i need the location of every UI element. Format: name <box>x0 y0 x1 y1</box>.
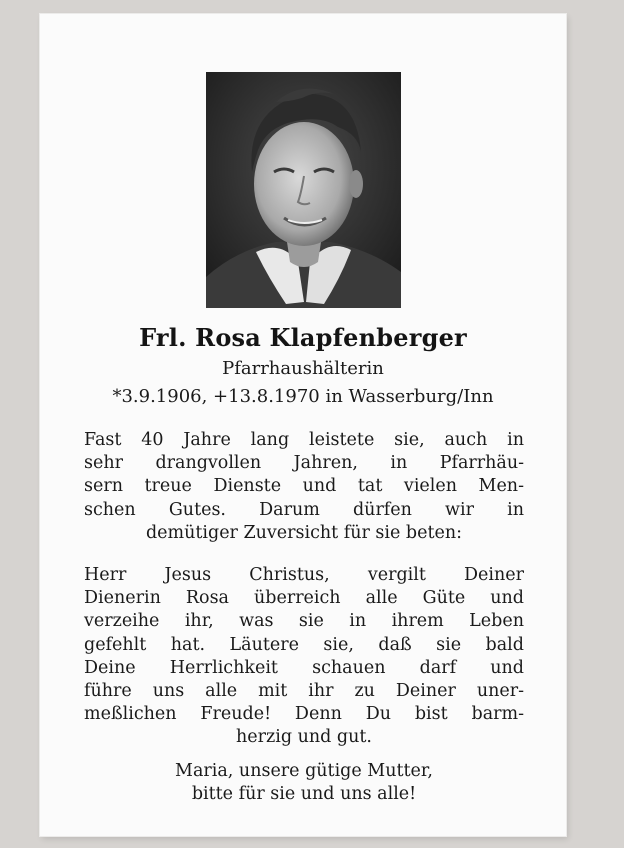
text-line: verzeihe ihr, was sie in ihrem Leben <box>84 611 524 632</box>
life-dates: *3.9.1906, +13.8.1970 in Wasserburg/Inn <box>112 386 494 407</box>
text-line: gefehlt hat. Läutere sie, daß sie bald <box>84 634 524 655</box>
text-line: Deine Herrlichkeit schauen darf und <box>84 657 524 678</box>
portrait-photo <box>206 72 401 308</box>
text-line: Herr Jesus Christus, vergilt Deiner <box>84 565 524 585</box>
text-line: führe uns alle mit ihr zu Deiner uner- <box>84 680 524 701</box>
text-line: schen Gutes. Darum dürfen wir in <box>84 499 524 520</box>
text-line: meßlichen Freude! Denn Du bist barm- <box>84 704 524 725</box>
text-line: sern treue Dienste und tat vielen Men- <box>84 476 524 497</box>
occupation: Pfarrhaushälterin <box>222 358 384 379</box>
closing-invocation <box>84 760 524 806</box>
text-line: herzig und gut. <box>236 727 372 748</box>
text-line: Fast 40 Jahre lang leistete sie, auch in <box>84 430 524 450</box>
tribute-paragraph <box>84 429 524 545</box>
text-line: demütiger Zuversicht für sie beten: <box>145 522 463 543</box>
prayer-paragraph <box>84 564 524 750</box>
deceased-name: Frl. Rosa Klapfenberger <box>139 323 467 352</box>
text-line: sehr drangvollen Jahren, in Pfarrhäu- <box>84 453 524 474</box>
text-line: Maria, unsere gütige Mutter, <box>175 761 433 781</box>
text-line: bitte für sie und uns alle! <box>191 784 417 805</box>
text-line: Dienerin Rosa überreich alle Güte und <box>84 588 524 609</box>
memorial-card <box>40 14 566 836</box>
